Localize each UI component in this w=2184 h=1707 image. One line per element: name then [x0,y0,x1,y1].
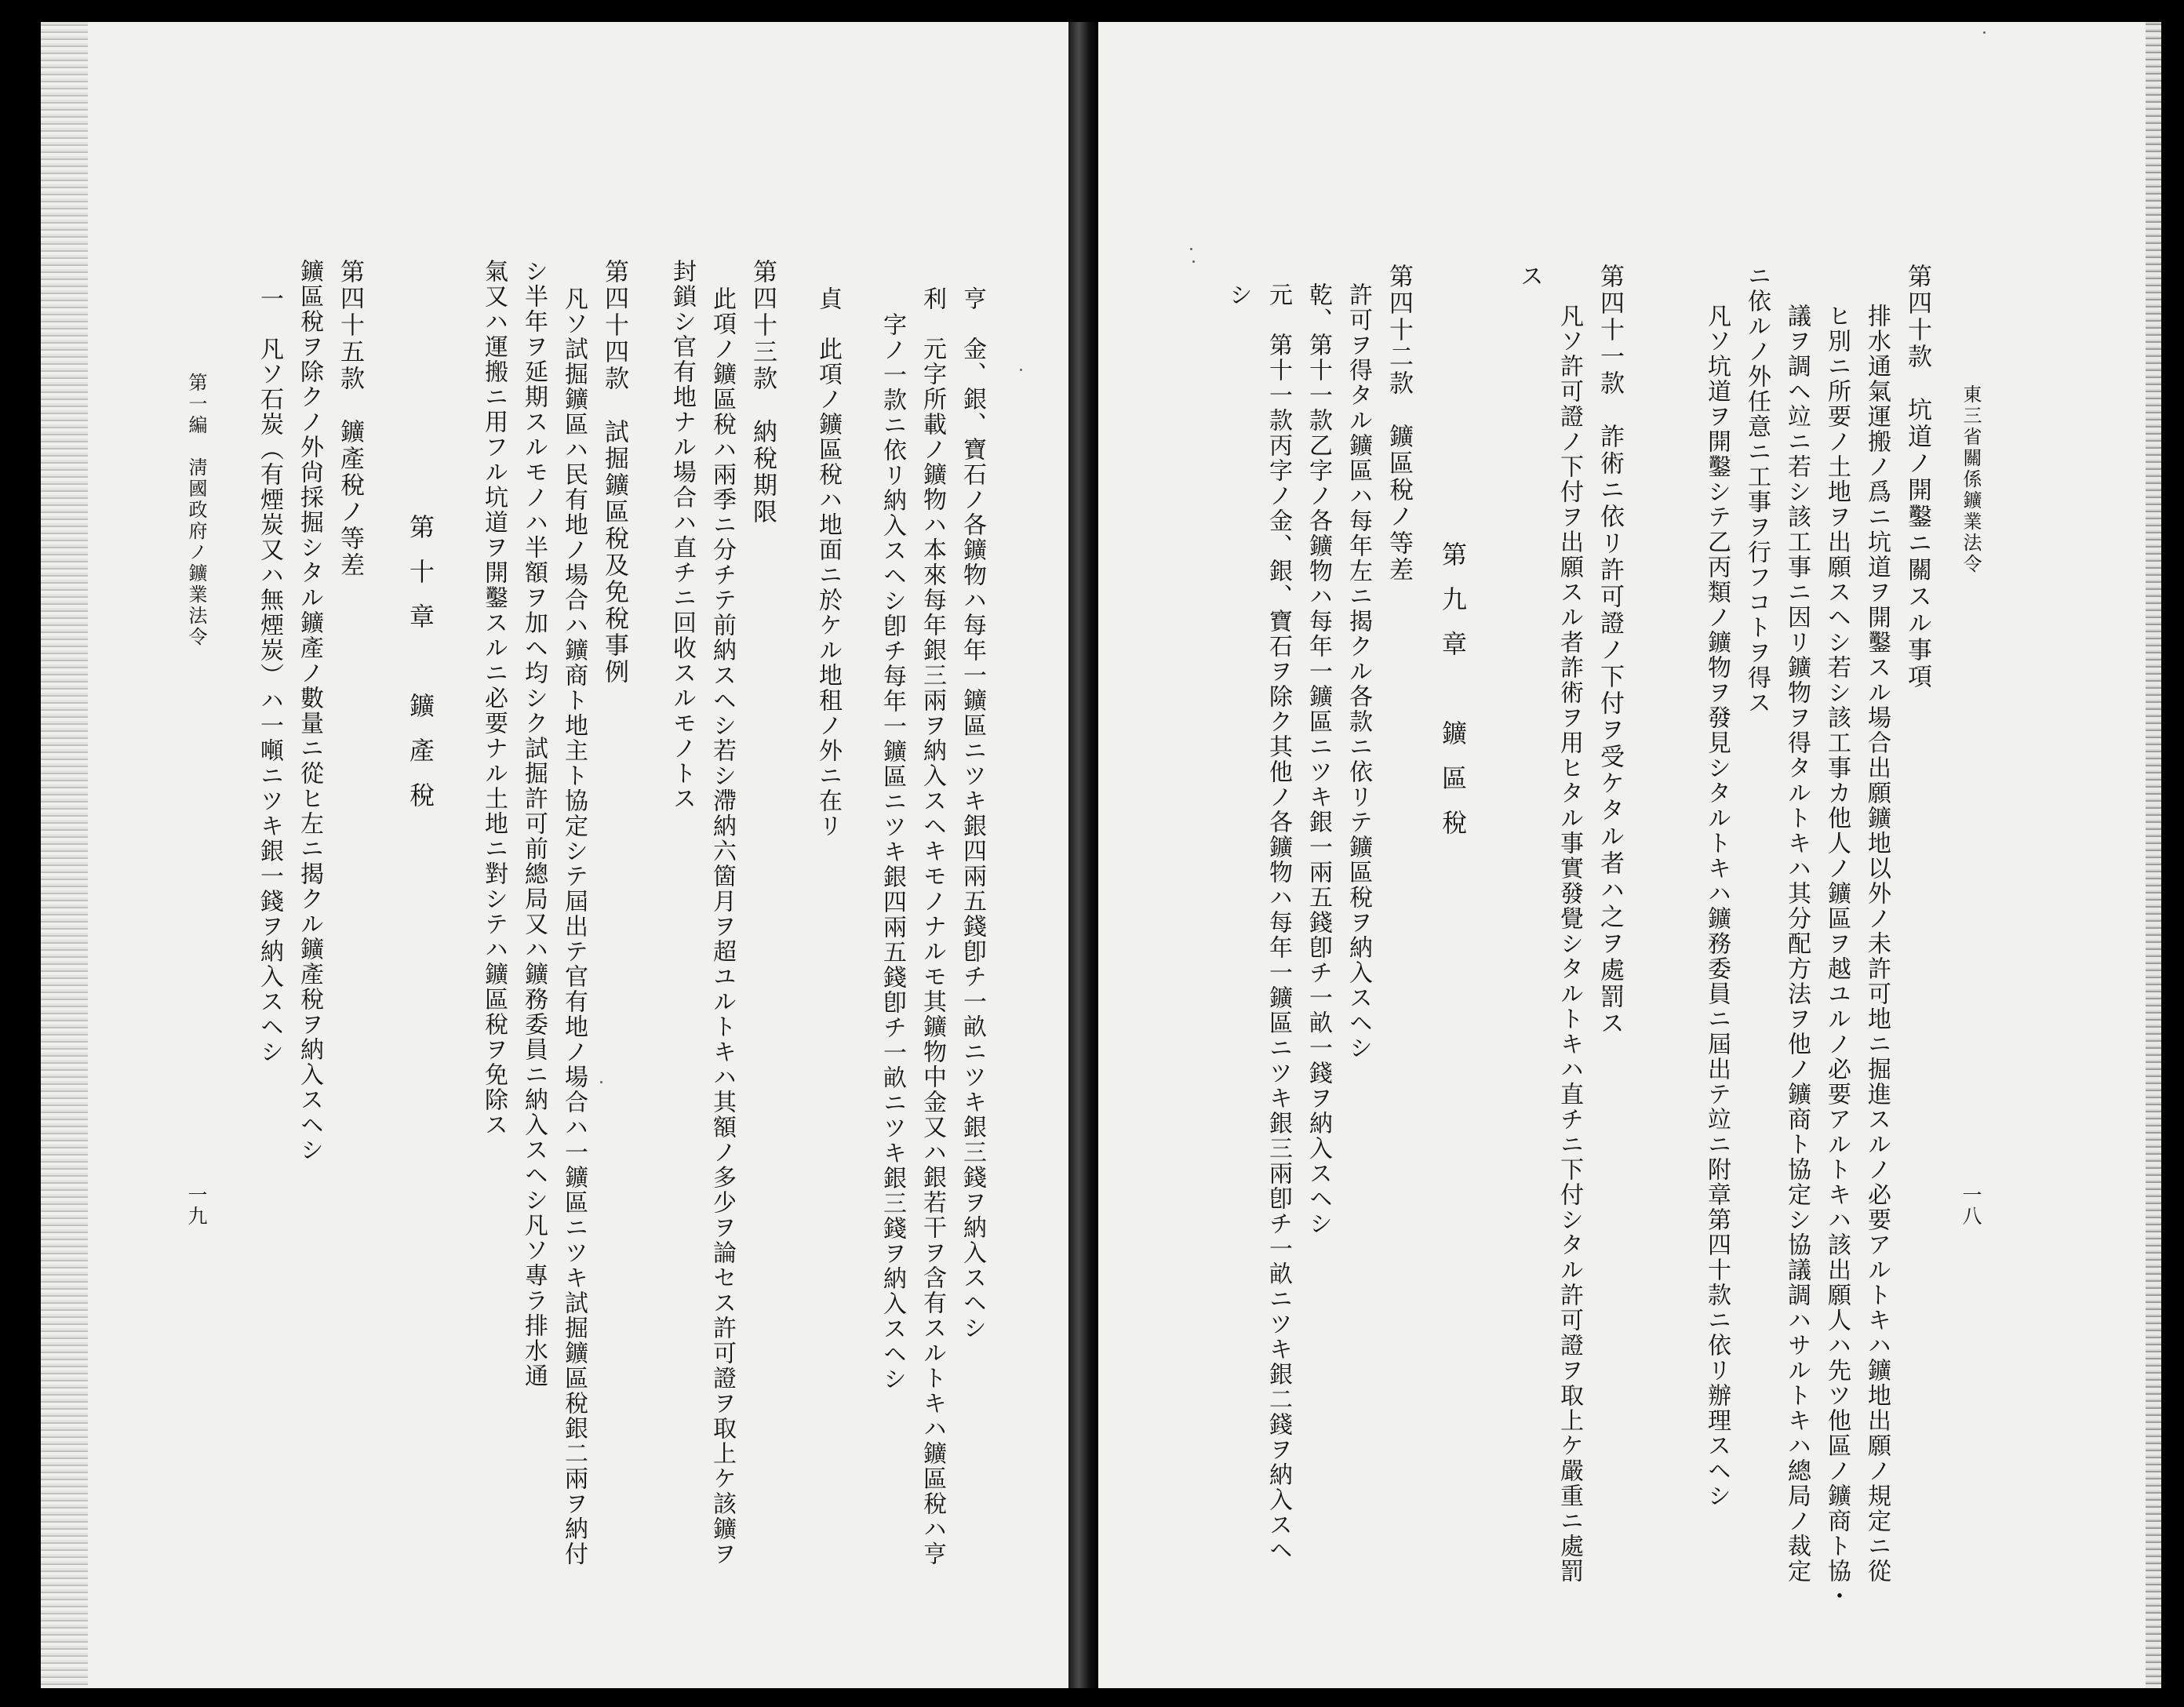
article-40-text-5: 凡ソ坑道ヲ開鑿シテ乙丙類ノ鑛物ヲ發見シタルトキハ鑛務委員ニ屆出テ竝ニ附章第四十款ニ依リ辦理スヘシ [1703,304,1731,1509]
article-42-item-heng: 亨 金、銀、寶石ノ各鑛物ハ每年一鑛區ニツキ銀四兩五錢卽チ一畝ニツキ銀三錢ヲ納入スヘシ [959,286,986,1341]
article-40-heading: 第四十款 坑道ノ開鑿ニ關スル事項 [1903,264,1931,690]
article-45-item-1: 一 凡ソ石炭（有煙炭又ハ無煙炭）ハ一噸ニツキ銀一錢ヲ納入スヘシ [256,286,283,1065]
page-number-left: 一九 [185,1185,208,1227]
article-44-text-1: 凡ソ試掘鑛區ハ民有地ノ場合ハ鑛商ト地主ト協定シテ屆出テ官有地ノ場合ハ一鑛區ニツキ試掘鑛區稅銀二兩ヲ納付 [560,286,588,1567]
article-44-text-2: シ半年ヲ延期スルモノハ半額ヲ加ヘ均シク試掘許可前總局又ハ鑛務委員ニ納入スヘシ凡ソ專ラ排水通 [520,259,548,1389]
article-40-text-1: 排水通氣運搬ノ爲ニ坑道ヲ開鑿スル場合出願鑛地以外ノ未許可地ニ掘進スルノ必要アルトキハ鑛地出願ノ規定ニ從 [1863,304,1891,1584]
article-44-text-3: 氣又ハ運搬ニ用フル坑道ヲ開鑿スルニ必要ナル土地ニ對シテハ鑛區稅ヲ免除ス [480,259,508,1137]
article-42-text: 許可ヲ得タル鑛區ハ每年左ニ揭クル各款ニ依リテ鑛區稅ヲ納入スヘシ [1345,282,1372,1061]
article-40-text-4: ニ依ルノ外任意ニ工事ヲ行フコトヲ得ス [1743,264,1771,715]
article-43-text-2: 封鎖シ官有地ナル場合ハ直チニ回收スルモノトス [668,259,696,811]
article-43-text-1: 此項ノ鑛區稅ハ兩季ニ分チテ前納スヘシ若シ滯納六箇月ヲ超ユルトキハ其額ノ多少ヲ論セス許可證ヲ取上ケ該鑛ヲ [708,286,736,1567]
left-page-edge [41,22,88,1688]
article-42-item-li-cont: 字ノ一款ニ依リ納入スヘシ卽チ每年一鑛區ニツキ銀四兩五錢卽チ一畝ニツキ銀三錢ヲ納入スヘシ [879,312,906,1392]
article-45-heading: 第四十五款 鑛產稅ノ等差 [336,259,364,579]
book-gutter [1068,22,1098,1688]
left-page [41,22,1068,1688]
article-44-heading: 第四十四款 試掘鑛區稅及免稅事例 [600,259,628,686]
article-42-item-qian: 乾、第十一款乙字ノ各鑛物ハ每年一鑛區ニツキ銀一兩五錢卽チ一畝一錢ヲ納入スヘシ [1305,282,1332,1236]
article-42-item-zhen: 貞 此項ノ鑛區稅ハ地面ニ於ケル地租ノ外ニ在リ [814,286,842,839]
scan-speck [1020,369,1022,371]
right-page-edge [2146,22,2161,1688]
chapter-9-title: 第九章 鑛區稅 [1438,541,1468,854]
article-41-text-2: ス [1516,264,1543,289]
article-41-heading: 第四十一款 詐術ニ依リ許可證ノ下付ヲ受ケタル者ハ之ヲ處罰ス [1596,264,1624,1037]
article-43-heading: 第四十三款 納稅期限 [748,259,777,526]
article-40-text-2: ヒ別ニ所要ノ土地ヲ出願スヘシ若シ該工事カ他人ノ鑛區ヲ越ユルノ必要アルトキハ該出願人ハ先ツ他區ノ鑛商ト協・ [1823,304,1851,1609]
page-number-right: 一八 [1960,1185,1982,1227]
article-42-item-yuan-cont: シ [1225,282,1252,308]
scan-speck [1983,31,1986,34]
article-41-text-1: 凡ソ許可證ノ下付ヲ出願スル者詐術ヲ用ヒタル事實發覺シタルトキハ直チニ下付シタル許可證ヲ取上ケ嚴重ニ處罰 [1556,304,1583,1584]
scan-speck [1190,248,1192,250]
article-42-item-yuan: 元 第十一款丙字ノ金、銀、寶石ヲ除ク其他ノ各鑛物ハ每年一鑛區ニツキ銀三兩卽チ一畝ニツキ銀二錢ヲ納入スヘ [1265,282,1292,1563]
article-42-item-li: 利 元字所載ノ鑛物ハ本來每年銀三兩ヲ納入スヘキモノナルモ其鑛物中金又ハ銀若干ヲ含有スルトキハ鑛區稅ハ亨 [919,286,946,1567]
article-40-text-3: 議ヲ調ヘ竝ニ若シ該工事ニ因リ鑛物ヲ得タルトキハ其分配方法ヲ他ノ鑛商ト協定シ協議調ハサルトキハ總局ノ裁定 [1783,304,1811,1584]
running-head: 東三省關係鑛業法令 [1960,384,1982,575]
article-45-text: 鑛區稅ヲ除クノ外尙採掘シタル鑛產ノ數量ニ從ヒ左ニ揭クル鑛產稅ヲ納入スヘシ [296,259,323,1163]
chapter-10-title: 第十章 鑛產稅 [406,514,435,827]
article-42-heading: 第四十二款 鑛區稅ノ等差 [1385,264,1413,584]
scan-speck [600,1081,602,1083]
scan-speck [1192,260,1195,263]
right-page [1098,22,2161,1688]
page-footer: 第一編 淸國政府ノ鑛業法令 [185,373,207,648]
